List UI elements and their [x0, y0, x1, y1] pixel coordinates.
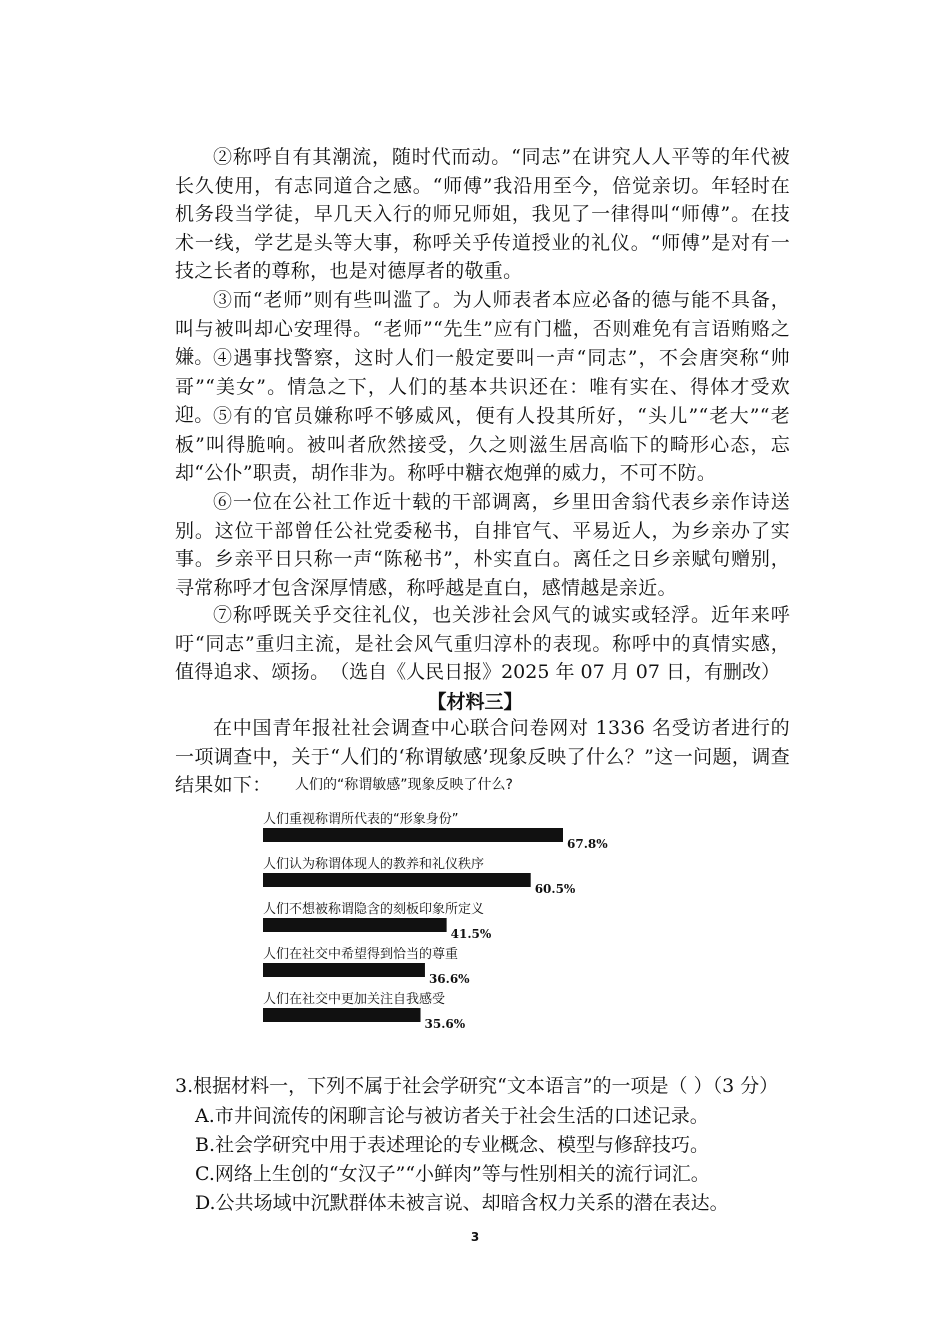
category-label: 人们在社交中更加关注自我感受: [263, 992, 446, 1007]
bar: [263, 918, 447, 932]
value-label: 67.8%: [567, 837, 608, 851]
value-label: 35.6%: [424, 1017, 466, 1031]
category-label: 人们重视称谓所代表的“形象身份”: [263, 812, 459, 827]
category-label: 人们不想被称谓隐含的刻板印象所定义: [263, 902, 485, 917]
paragraph-3: ③而“老师”则有些叫滥了。为人师表者本应必备的德与能不具备，叫与被叫却心安理得。“老师”“先生”应有门槛，否则难免有言语贿赂之嫌。: [175, 289, 790, 368]
option-c[interactable]: C.网络上生创的“女汉子”“小鲜肉”等与性别相关的流行词汇。: [195, 1163, 710, 1185]
paragraph-5: ⑤有的官员嫌称呼不够威风，便有人投其所好，“头儿”“老大”“老板”叫得脆响。被叫者欣然接受，久之则滋生居高临下的畸形心态，忘却“公仆”职责，胡作非为。称呼中糖衣炮弹的威力，不可不防。: [175, 405, 790, 484]
category-label: 人们在社交中希望得到恰当的尊重: [263, 947, 459, 962]
value-label: 41.5%: [450, 927, 492, 941]
bar: [263, 873, 531, 887]
option-a[interactable]: A.市井间流传的闲聊言论与被访者关于社会生活的口述记录。: [195, 1105, 709, 1127]
bar: [263, 828, 563, 842]
bar: [263, 1008, 421, 1022]
material-title: 【材料三】: [427, 691, 523, 713]
value-label: 36.6%: [428, 972, 470, 986]
paragraph-2: ②称呼自有其潮流，随时代而动。“同志”在讲究人人平等的年代被长久使用，有志同道合之感。“师傅”我沿用至今，倍觉亲切。年轻时在机务段当学徒，早几天入行的师兄师姐，我见了一律得叫“师傅”。在技术一线，学艺是头等大事，称呼关乎传道授业的礼仪。“师傅”是对有一技之长者的尊称，也是对德厚者的敬重。: [175, 146, 790, 282]
chart-title: 人们的“称谓敏感”现象反映了什么?: [295, 777, 513, 793]
question-stem: 3.根据材料一，下列不属于社会学研究“文本语言”的一项是（ ）（3 分）: [175, 1075, 779, 1097]
value-label: 60.5%: [534, 882, 576, 896]
paragraph-7: ⑦称呼既关乎交往礼仪，也关涉社会风气的诚实或轻浮。近年来呼吁“同志”重归主流，是社会风气重归淳朴的表现。称呼中的真情实感，值得追求、颂扬。: [175, 604, 790, 683]
source-citation: （选自《人民日报》2025 年 07 月 07 日，有删改）: [330, 661, 780, 683]
paragraph-6: ⑥一位在公社工作近十载的干部调离，乡里田舍翁代表乡亲作诗送别。这位干部曾任公社党委秘书，自排官气、平易近人，为乡亲办了实事。乡亲平日只称一声“陈秘书”，朴实直白。离任之日乡亲赋句赠别，寻常称呼才包含深厚情感，称呼越是直白，感情越是亲近。: [175, 491, 790, 599]
material-intro: 在中国青年报社社会调查中心联合问卷网对 1336 名受访者进行的一项调查中，关于“人们的‘称谓敏感’现象反映了什么？”这一问题，调查结果如下：: [175, 717, 790, 796]
option-b[interactable]: B.社会学研究中用于表述理论的专业概念、模型与修辞技巧。: [195, 1134, 710, 1156]
option-d[interactable]: D.公共场域中沉默群体未被言说、却暗含权力关系的潜在表达。: [195, 1192, 729, 1214]
page-number: 3: [470, 1230, 480, 1244]
bar: [263, 963, 425, 977]
survey-bar-chart: [255, 808, 635, 1038]
category-label: 人们认为称谓体现人的教养和礼仪秩序: [263, 857, 485, 872]
paragraph-4: ④遇事找警察，这时人们一般定要叫一声“同志”，不会唐突称“帅哥”“美女”。情急之下，人们的基本共识还在：唯有实在、得体才受欢迎。: [175, 347, 790, 426]
